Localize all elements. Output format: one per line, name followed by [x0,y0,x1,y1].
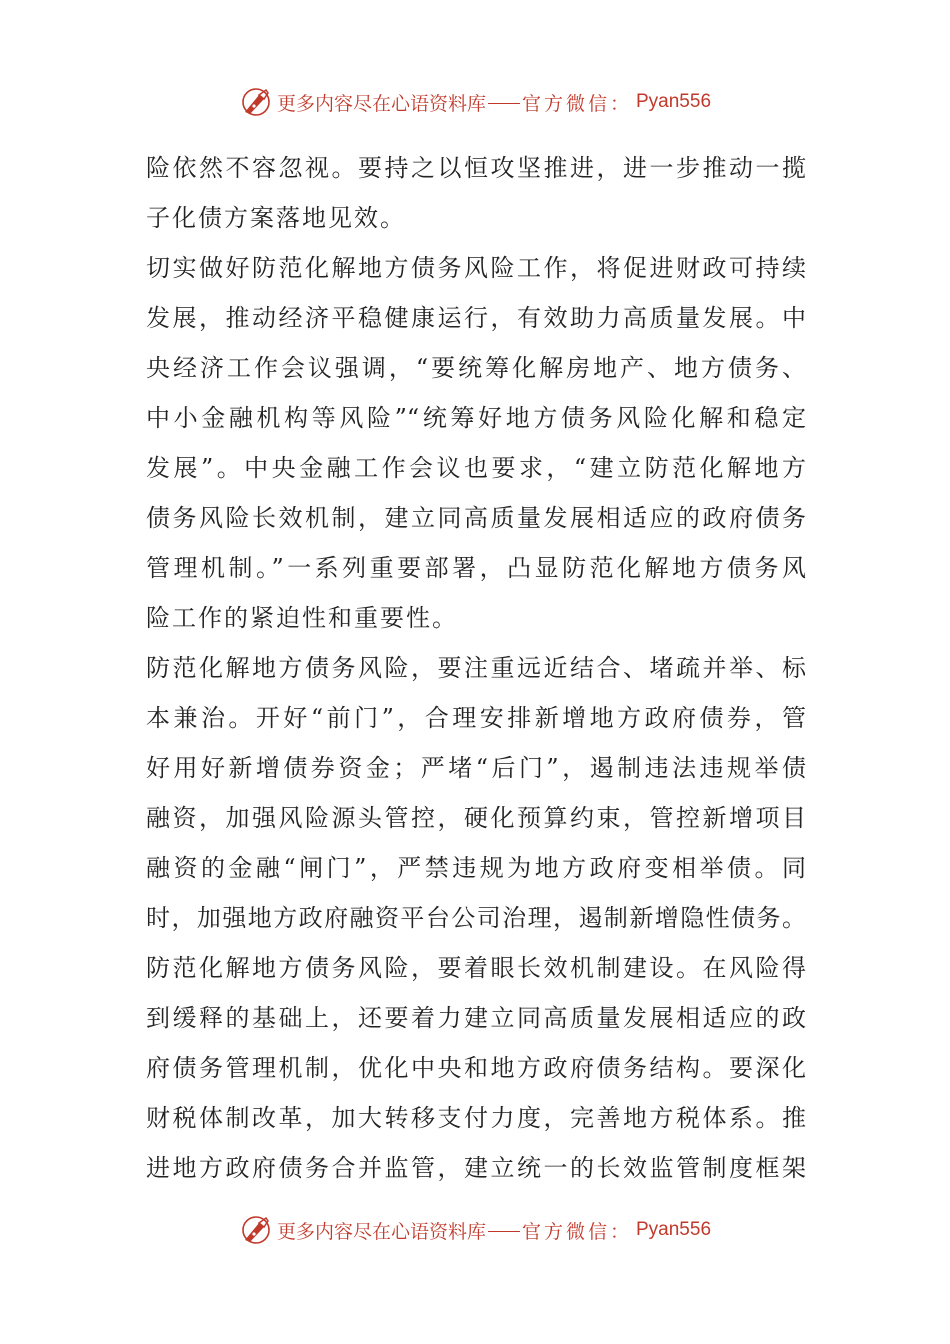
watermark-wechat-id: Pyan556 [636,1219,712,1240]
text-line: 险工作的紧迫性和重要性。 [146,604,458,632]
pen-nib-circle-icon [239,1213,273,1247]
text-line: 管理机制。”一系列重要部署，凸显防范化解地方债务风 [146,554,806,582]
text-line: 时，加强地方政府融资平台公司治理，遏制新增隐性债务。 [146,904,806,932]
text-line: 到缓释的基础上，还要着力建立同高质量发展相适应的政 [146,1004,806,1032]
text-line: 好用好新增债券资金；严堵“后门”，遏制违法违规举债 [146,754,806,782]
text-line: 发展，推动经济平稳健康运行，有效助力高质量发展。中 [146,304,806,332]
text-line: 进地方政府债务合并监管，建立统一的长效监管制度框架 [146,1154,806,1182]
text-line: 防范化解地方债务风险，要着眼长效机制建设。在风险得 [146,954,806,982]
text-line: 央经济工作会议强调，“要统筹化解房地产、地方债务、 [146,354,806,382]
watermark-wechat-label: 官方微信： [521,92,632,115]
watermark-dash [488,103,520,104]
header-watermark [0,84,950,120]
text-line: 切实做好防范化解地方债务风险工作，将促进财政可持续 [146,254,806,282]
text-line: 债务风险长效机制，建立同高质量发展相适应的政府债务 [146,504,806,532]
text-line: 中小金融机构等风险”“统筹好地方债务风险化解和稳定 [146,404,806,432]
watermark-wechat-id: Pyan556 [636,91,712,112]
text-line: 本兼治。开好“前门”，合理安排新增地方政府债券，管 [146,704,806,732]
text-line: 融资，加强风险源头管控，硬化预算约束，管控新增项目 [146,804,806,832]
watermark-wechat-label: 官方微信： [521,1220,632,1243]
text-line: 险依然不容忽视。要持之以恒攻坚推进，进一步推动一揽 [146,154,806,182]
text-line: 财税体制改革，加大转移支付力度，完善地方税体系。推 [146,1104,806,1132]
text-line: 子化债方案落地见效。 [146,204,406,232]
watermark-brand: 更多内容尽在心语资料库 [276,92,486,115]
pen-nib-circle-icon [239,85,273,119]
text-line: 府债务管理机制，优化中央和地方政府债务结构。要深化 [146,1054,806,1082]
text-line: 防范化解地方债务风险，要注重远近结合、堵疏并举、标 [146,654,806,682]
footer-watermark [0,1212,950,1248]
watermark-dash [488,1231,520,1232]
text-line: 发展”。中央金融工作会议也要求，“建立防范化解地方 [146,454,806,482]
watermark-brand: 更多内容尽在心语资料库 [276,1220,486,1243]
text-line: 融资的金融“闸门”，严禁违规为地方政府变相举债。同 [146,854,806,882]
document-body [146,143,806,1193]
